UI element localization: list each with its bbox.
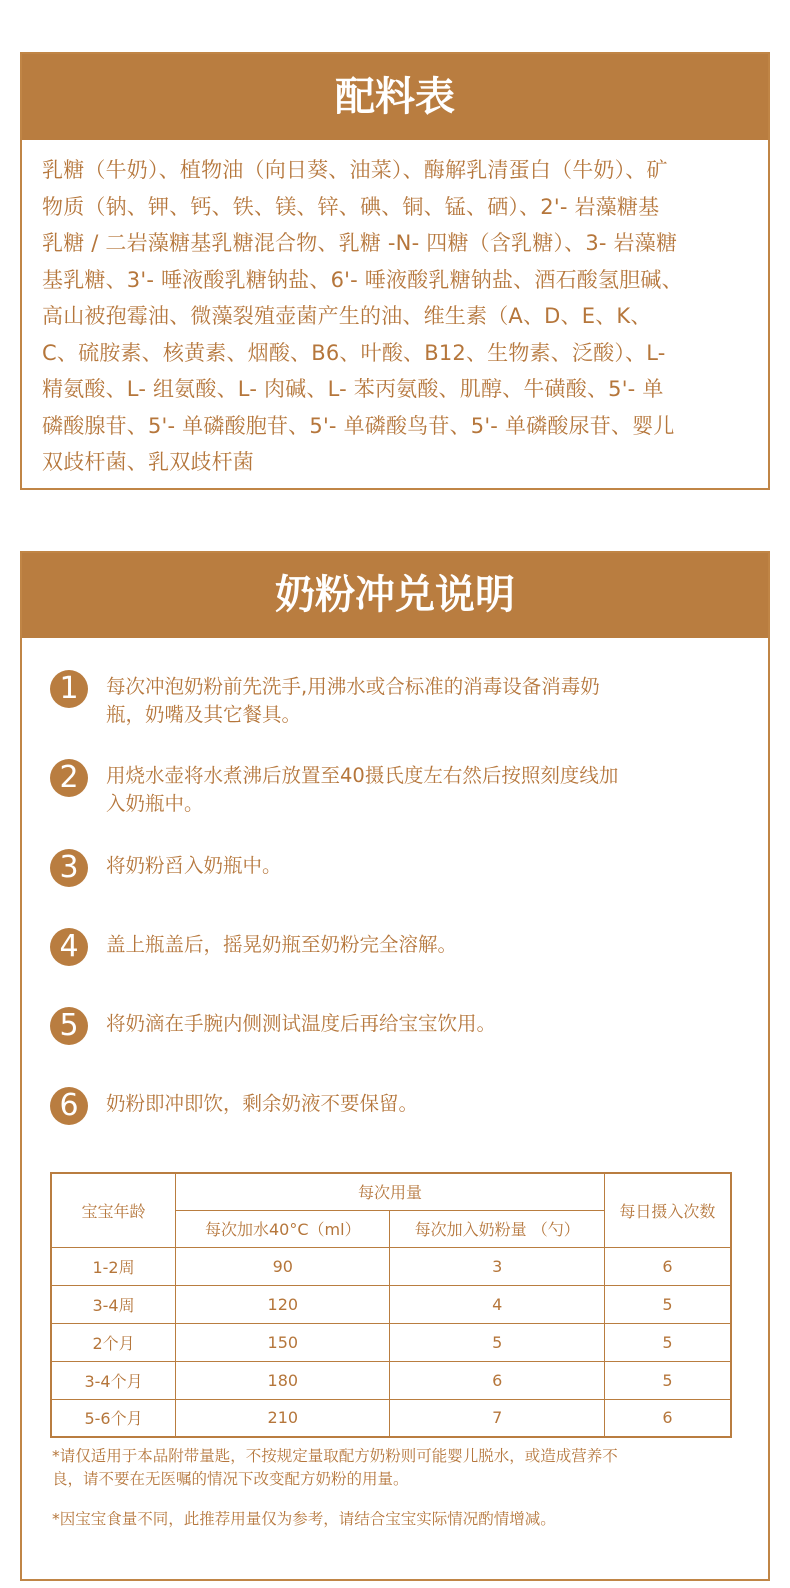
cell-age: 3-4周 (51, 1285, 176, 1323)
step-text-line: 用烧水壶将水煮沸后放置至40摄氏度左右然后按照刻度线加 (106, 764, 619, 787)
cell-powder: 4 (390, 1285, 604, 1323)
ingredients-card (20, 52, 770, 490)
step-text (106, 1007, 686, 1038)
cell-powder: 3 (390, 1247, 604, 1285)
ingredients-line: 乳糖（牛奶）、植物油（向日葵、油菜）、酶解乳清蛋白（牛奶）、矿 (42, 158, 668, 182)
header-daily-times: 每日摄入次数 (604, 1173, 731, 1247)
step-text-line: 入奶瓶中。 (106, 792, 204, 815)
cell-daily: 6 (604, 1247, 731, 1285)
cell-age: 3-4个月 (51, 1361, 176, 1399)
footnote-line: *请仅适用于本品附带量匙，不按规定量取配方奶粉则可能婴儿脱水，或造成营养不 (52, 1447, 618, 1465)
cell-daily: 5 (604, 1323, 731, 1361)
header-per-serving: 每次用量 (176, 1173, 605, 1210)
cell-powder: 5 (390, 1323, 604, 1361)
table-row (51, 1323, 731, 1361)
ingredients-title: 配料表 (22, 54, 768, 140)
cell-water: 120 (176, 1285, 390, 1323)
ingredients-line: 磷酸腺苷、5'- 单磷酸胞苷、5'- 单磷酸鸟苷、5'- 单磷酸尿苷、婴儿 (42, 413, 675, 438)
step-text (106, 928, 686, 959)
step-1 (50, 670, 730, 729)
cell-powder: 7 (390, 1399, 604, 1437)
step-text-line: 将奶粉舀入奶瓶中。 (106, 854, 282, 877)
step-text-line: 盖上瓶盖后，摇晃奶瓶至奶粉完全溶解。 (106, 933, 458, 956)
cell-powder: 6 (390, 1361, 604, 1399)
table-row (51, 1361, 731, 1399)
cell-water: 210 (176, 1399, 390, 1437)
table-row (51, 1247, 731, 1285)
cell-age: 1-2周 (51, 1247, 176, 1285)
step-text-line: 奶粉即冲即饮，剩余奶液不要保留。 (106, 1092, 419, 1115)
ingredients-line: 乳糖 / 二岩藻糖基乳糖混合物、乳糖 -N- 四糖（含乳糖）、3- 岩藻糖 (42, 231, 678, 255)
cell-water: 150 (176, 1323, 390, 1361)
ingredients-line: 精氨酸、L- 组氨酸、L- 肉碱、L- 苯丙氨酸、肌醇、牛磺酸、5'- 单 (42, 377, 664, 401)
step-text-line: 每次冲泡奶粉前先洗手,用沸水或合标准的消毒设备消毒奶 (106, 675, 600, 698)
instructions-card (20, 551, 770, 1581)
cell-age: 5-6个月 (51, 1399, 176, 1437)
instructions-title: 奶粉冲兑说明 (22, 553, 768, 638)
cell-daily: 5 (604, 1361, 731, 1399)
step-text (106, 849, 686, 880)
step-3 (50, 849, 730, 887)
ingredients-line: 双歧杆菌、乳双歧杆菌 (42, 450, 254, 474)
table-row (51, 1399, 731, 1437)
step-text (106, 1087, 686, 1118)
step-number-badge: 6 (50, 1087, 88, 1125)
footnote-scoop (52, 1445, 712, 1491)
footnote-line: 良，请不要在无医嘱的情况下改变配方奶粉的用量。 (52, 1470, 409, 1488)
cell-water: 180 (176, 1361, 390, 1399)
feeding-table (50, 1172, 732, 1438)
step-2 (50, 759, 730, 818)
ingredients-text (22, 140, 768, 481)
footnote-line: *因宝宝食量不同，此推荐用量仅为参考，请结合宝宝实际情况酌情增减。 (52, 1510, 556, 1528)
step-number-badge: 2 (50, 759, 88, 797)
step-number-badge: 5 (50, 1007, 88, 1045)
step-text-line: 瓶，奶嘴及其它餐具。 (106, 703, 302, 726)
cell-age: 2个月 (51, 1323, 176, 1361)
step-text (106, 759, 686, 818)
step-number-badge: 3 (50, 849, 88, 887)
cell-daily: 6 (604, 1399, 731, 1437)
cell-daily: 5 (604, 1285, 731, 1323)
step-5 (50, 1007, 730, 1045)
ingredients-line: 高山被孢霉油、微藻裂殖壶菌产生的油、维生素（A、D、E、K、 (42, 304, 652, 328)
step-number-badge: 1 (50, 670, 88, 708)
header-baby-age: 宝宝年龄 (51, 1173, 176, 1247)
step-text (106, 670, 686, 729)
footnote-reference (52, 1508, 712, 1531)
step-4 (50, 928, 730, 966)
step-6 (50, 1087, 730, 1125)
header-water-amount: 每次加水40°C（ml） (176, 1210, 390, 1247)
ingredients-line: 物质（钠、钾、钙、铁、镁、锌、碘、铜、锰、硒）、2'- 岩藻糖基 (42, 194, 660, 219)
header-powder-amount: 每次加入奶粉量 （勺） (390, 1210, 604, 1247)
step-text-line: 将奶滴在手腕内侧测试温度后再给宝宝饮用。 (106, 1012, 497, 1035)
ingredients-line: 基乳糖、3'- 唾液酸乳糖钠盐、6'- 唾液酸乳糖钠盐、酒石酸氢胆碱、 (42, 267, 683, 292)
cell-water: 90 (176, 1247, 390, 1285)
ingredients-line: C、硫胺素、核黄素、烟酸、B6、叶酸、B12、生物素、泛酸）、L- (42, 340, 666, 365)
step-number-badge: 4 (50, 928, 88, 966)
table-row (51, 1285, 731, 1323)
